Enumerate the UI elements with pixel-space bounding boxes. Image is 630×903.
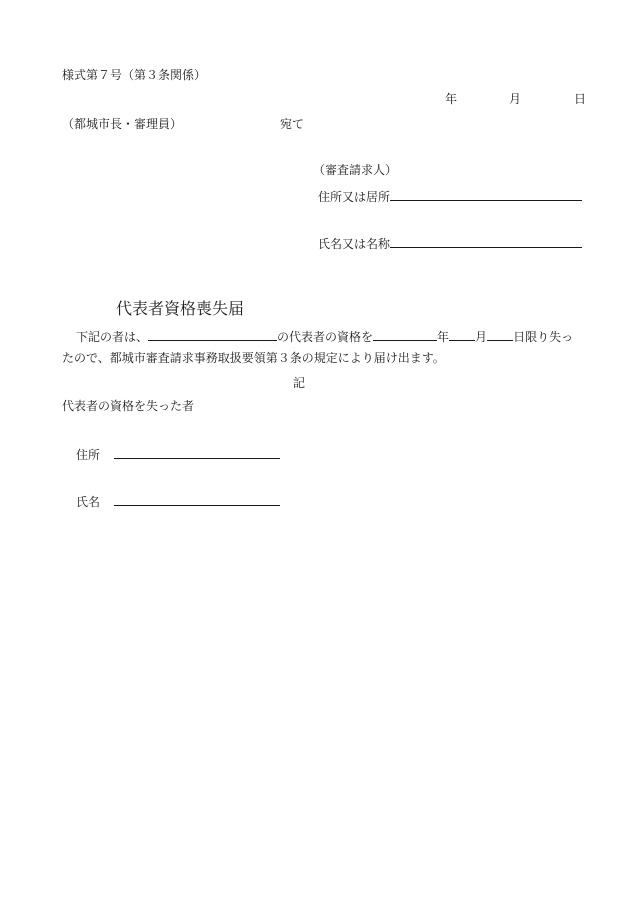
requester-address-row xyxy=(318,186,582,205)
requester-name-row xyxy=(318,233,582,252)
body-line-2: たので、都城市審査請求事務取扱要領第３条の規定により届け出ます。 xyxy=(62,351,445,365)
organization-field[interactable] xyxy=(148,326,277,341)
requester-label: （審査請求人） xyxy=(313,163,398,177)
body-day-limit: 日限り失っ xyxy=(513,330,574,344)
form-number: 様式第７号（第３条関係） xyxy=(62,68,207,82)
document-title: 代表者資格喪失届 xyxy=(116,299,245,318)
section-heading: 代表者の資格を失った者 xyxy=(62,399,195,413)
requester-address-label: 住所又は居所 xyxy=(318,190,391,204)
member-address-label: 住所 xyxy=(76,448,101,462)
loss-month-field[interactable] xyxy=(449,326,475,341)
date-year-label: 年 xyxy=(445,92,458,106)
requester-address-field[interactable] xyxy=(390,186,582,201)
date-month-label: 月 xyxy=(509,92,522,106)
loss-day-field[interactable] xyxy=(487,326,513,341)
date-day-label: 日 xyxy=(574,92,587,106)
member-address-row xyxy=(76,444,280,463)
member-name-label: 氏名 xyxy=(76,495,101,509)
requester-name-field[interactable] xyxy=(390,233,582,248)
body-middle: の代表者の資格を xyxy=(277,330,374,344)
member-name-field[interactable] xyxy=(114,491,280,506)
addressee-suffix: 宛て xyxy=(280,117,305,131)
body-year: 年 xyxy=(437,330,450,344)
member-address-field[interactable] xyxy=(114,444,280,459)
loss-era-field[interactable] xyxy=(373,326,437,341)
ki-marker: 記 xyxy=(293,376,306,390)
body-line-1 xyxy=(76,326,573,345)
requester-name-label: 氏名又は名称 xyxy=(318,237,391,251)
body-prefix: 下記の者は、 xyxy=(76,330,149,344)
addressee-name: （都城市長・審理員） xyxy=(62,117,183,131)
member-name-row xyxy=(76,491,280,510)
body-month: 月 xyxy=(475,330,488,344)
